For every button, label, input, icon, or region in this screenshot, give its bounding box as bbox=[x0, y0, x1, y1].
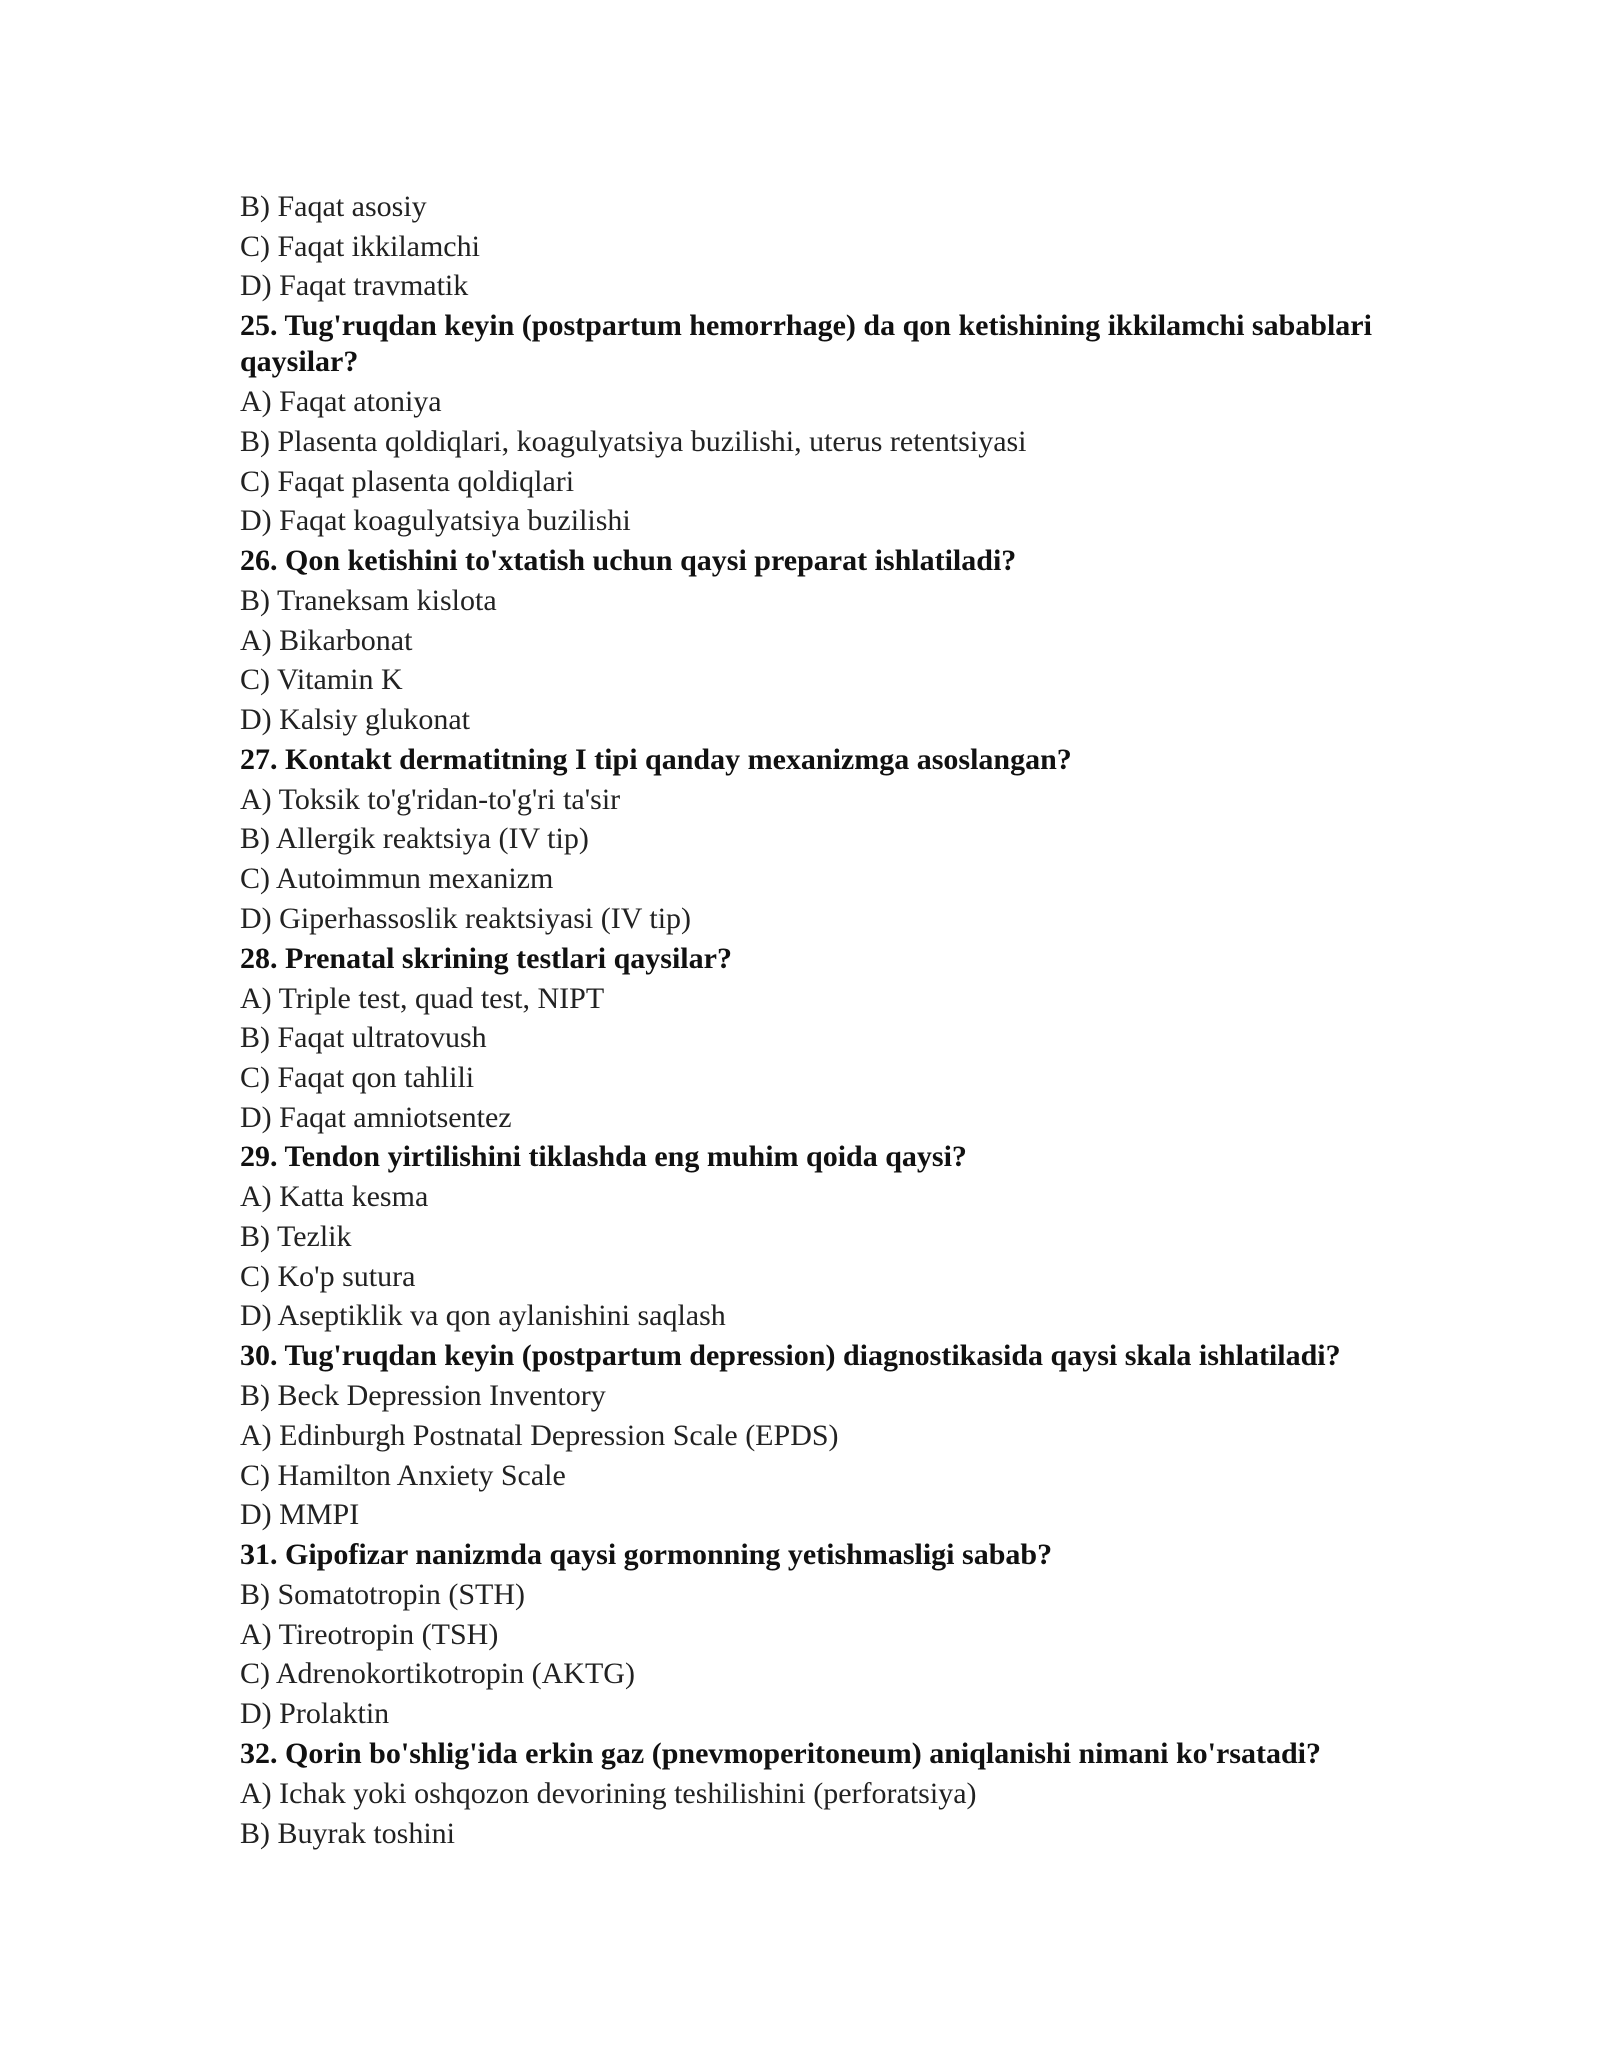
question-title: 26. Qon ketishini to'xtatish uchun qaysi preparat ishlatiladi? bbox=[240, 543, 1017, 577]
option-line: A) Katta kesma bbox=[240, 1180, 429, 1214]
option-line: B) Allergik reaktsiya (IV tip) bbox=[240, 822, 589, 856]
option-line: A) Edinburgh Postnatal Depression Scale (EPDS) bbox=[240, 1418, 839, 1452]
option-line: C) Faqat plasenta qoldiqlari bbox=[240, 464, 575, 498]
option-line: A) Tireotropin (TSH) bbox=[240, 1617, 499, 1651]
question-title: 29. Tendon yirtilishini tiklashda eng muhim qoida qaysi? bbox=[240, 1140, 967, 1174]
option-line: C) Autoimmun mexanizm bbox=[240, 862, 554, 896]
option-line: A) Faqat atoniya bbox=[240, 385, 442, 419]
option-line: D) Faqat amniotsentez bbox=[240, 1100, 512, 1134]
question-title: 27. Kontakt dermatitning I tipi qanday mexanizmga asoslangan? bbox=[240, 742, 1072, 776]
option-line: C) Hamilton Anxiety Scale bbox=[240, 1458, 566, 1492]
document-content bbox=[240, 187, 1430, 1853]
option-line: B) Faqat ultratovush bbox=[240, 1021, 487, 1055]
option-line: C) Vitamin K bbox=[240, 663, 403, 697]
option-line: D) Faqat travmatik bbox=[240, 269, 469, 303]
option-line: B) Traneksam kislota bbox=[240, 583, 497, 617]
question-title: 28. Prenatal skrining testlari qaysilar? bbox=[240, 941, 732, 975]
option-line: D) Aseptiklik va qon aylanishini saqlash bbox=[240, 1299, 726, 1333]
question-title: 25. Tug'ruqdan keyin (postpartum hemorrhage) da qon ketishining ikkilamchi sabablari qaysilar? bbox=[240, 309, 1372, 379]
question-title: 31. Gipofizar nanizmda qaysi gormonning yetishmasligi sabab? bbox=[240, 1537, 1053, 1571]
option-line: D) MMPI bbox=[240, 1498, 360, 1532]
option-line: B) Beck Depression Inventory bbox=[240, 1379, 606, 1413]
option-line: C) Faqat qon tahlili bbox=[240, 1060, 475, 1094]
option-line: B) Tezlik bbox=[240, 1220, 352, 1254]
option-line: B) Faqat asosiy bbox=[240, 190, 427, 223]
option-line: B) Buyrak toshini bbox=[240, 1816, 455, 1850]
question-title: 32. Qorin bo'shlig'ida erkin gaz (pnevmoperitoneum) aniqlanishi nimani ko'rsatadi? bbox=[240, 1736, 1321, 1770]
option-line: B) Plasenta qoldiqlari, koagulyatsiya buzilishi, uterus retentsiyasi bbox=[240, 424, 1027, 458]
question-title: 30. Tug'ruqdan keyin (postpartum depression) diagnostikasida qaysi skala ishlatiladi? bbox=[240, 1339, 1341, 1373]
option-line: A) Toksik to'g'ridan-to'g'ri ta'sir bbox=[240, 782, 621, 816]
option-line: D) Faqat koagulyatsiya buzilishi bbox=[240, 504, 631, 538]
option-line: D) Prolaktin bbox=[240, 1697, 390, 1731]
option-line: C) Ko'p sutura bbox=[240, 1259, 416, 1293]
option-line: C) Adrenokortikotropin (AKTG) bbox=[240, 1657, 635, 1691]
option-line: A) Ichak yoki oshqozon devorining teshilishini (perforatsiya) bbox=[240, 1776, 977, 1810]
option-line: B) Somatotropin (STH) bbox=[240, 1577, 525, 1611]
option-line: A) Bikarbonat bbox=[240, 623, 413, 657]
option-line: D) Giperhassoslik reaktsiyasi (IV tip) bbox=[240, 901, 692, 935]
option-line: D) Kalsiy glukonat bbox=[240, 703, 470, 737]
option-line: C) Faqat ikkilamchi bbox=[240, 229, 480, 263]
option-line: A) Triple test, quad test, NIPT bbox=[240, 981, 605, 1015]
